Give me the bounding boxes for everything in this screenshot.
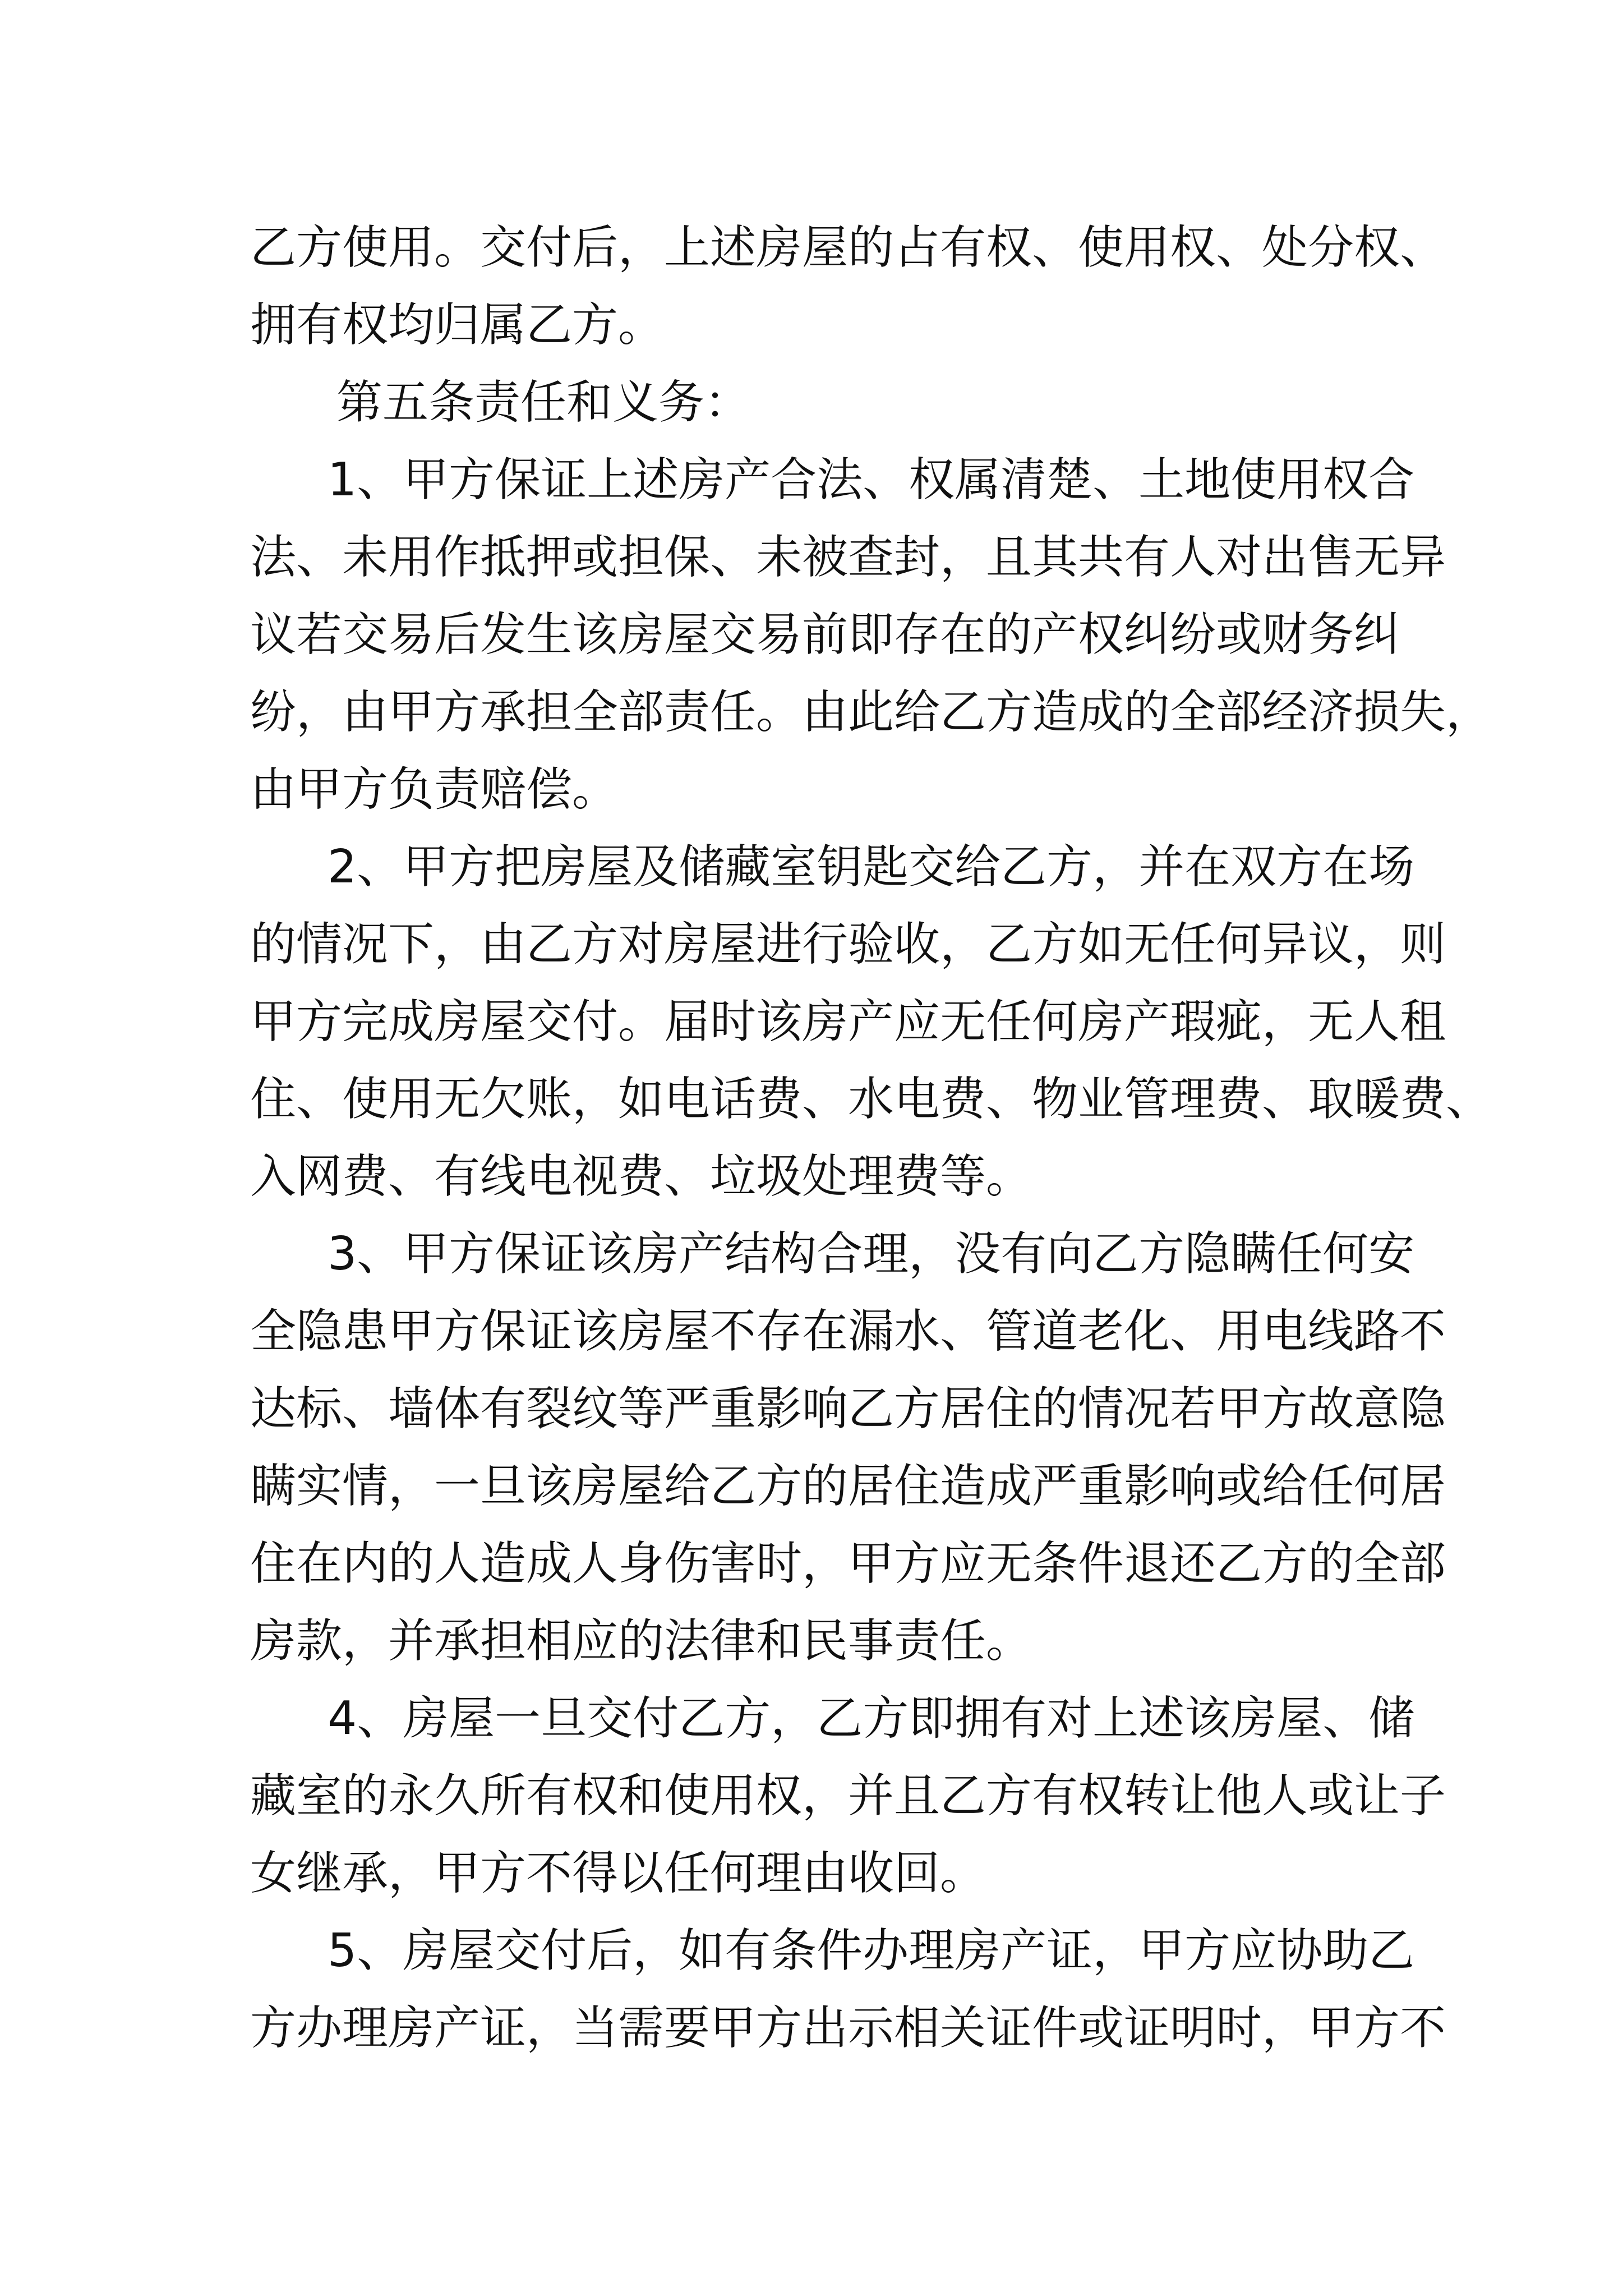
text-line-1: 乙方使用。交付后，上述房屋的占有权、使用权、处分权、	[250, 221, 1446, 274]
text-line-11: 甲方完成房屋交付。届时该房产应无任何房产瑕疵，无人租	[250, 995, 1446, 1048]
text-line-23: 5、房屋交付后，如有条件办理房产证，甲方应协助乙	[328, 1924, 1415, 1977]
text-line-24: 方办理房产证，当需要甲方出示相关证件或证明时，甲方不	[250, 2001, 1446, 2055]
text-line-17: 瞒实情，一旦该房屋给乙方的居住造成严重影响或给任何居	[250, 1460, 1446, 1513]
text-line-18: 住在内的人造成人身伤害时，甲方应无条件退还乙方的全部	[250, 1537, 1446, 1590]
text-line-2: 拥有权均归属乙方。	[250, 298, 665, 352]
text-line-20: 4、房屋一旦交付乙方，乙方即拥有对上述该房屋、储	[328, 1692, 1415, 1745]
text-line-12: 住、使用无欠账，如电话费、水电费、物业管理费、取暖费、	[250, 1073, 1492, 1126]
text-line-10: 的情况下，由乙方对房屋进行验收，乙方如无任何异议，则	[250, 918, 1446, 971]
text-line-16: 达标、墙体有裂纹等严重影响乙方居住的情况若甲方故意隐	[250, 1382, 1446, 1435]
text-line-8: 由甲方负责赔偿。	[250, 763, 619, 816]
section-heading: 第五条责任和义务：	[336, 376, 751, 429]
text-line-22: 女继承，甲方不得以任何理由收回。	[250, 1847, 986, 1900]
text-line-15: 全隐患甲方保证该房屋不存在漏水、管道老化、用电线路不	[250, 1305, 1446, 1358]
text-line-21: 藏室的永久所有权和使用权，并且乙方有权转让他人或让子	[250, 1769, 1446, 1823]
text-line-13: 入网费、有线电视费、垃圾处理费等。	[250, 1150, 1032, 1203]
text-line-4: 1、甲方保证上述房产合法、权属清楚、土地使用权合	[328, 453, 1415, 507]
text-line-14: 3、甲方保证该房产结构合理，没有向乙方隐瞒任何安	[328, 1227, 1415, 1281]
text-line-9: 2、甲方把房屋及储藏室钥匙交给乙方，并在双方在场	[328, 840, 1415, 894]
text-line-7: 纷，由甲方承担全部责任。由此给乙方造成的全部经济损失，	[250, 685, 1492, 739]
text-line-19: 房款，并承担相应的法律和民事责任。	[250, 1614, 1032, 1668]
text-line-5: 法、未用作抵押或担保、未被查封，且其共有人对出售无异	[250, 531, 1446, 584]
text-line-6: 议若交易后发生该房屋交易前即存在的产权纠纷或财务纠	[250, 608, 1400, 661]
